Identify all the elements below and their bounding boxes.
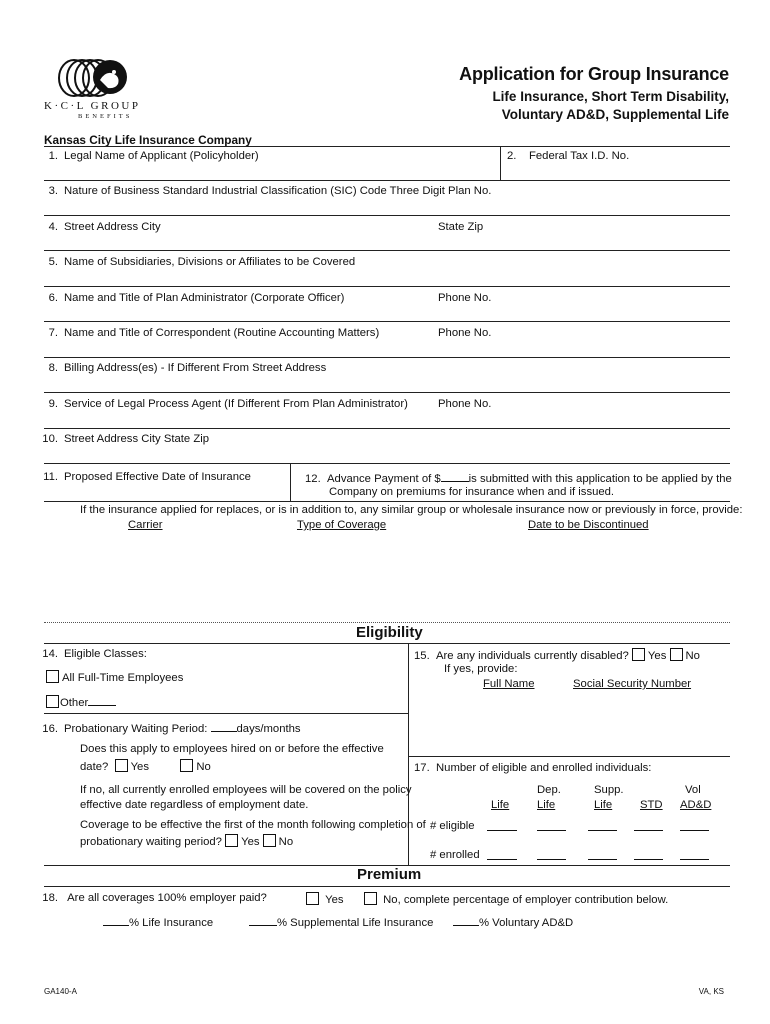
replacement-col-type: Type of Coverage bbox=[297, 519, 387, 531]
q16-cov-line2[interactable]: probationary waiting period? Yes No bbox=[80, 836, 294, 848]
replacement-col-carrier: Carrier bbox=[128, 519, 163, 531]
divider bbox=[290, 463, 291, 501]
other-checkbox[interactable] bbox=[46, 695, 59, 708]
option-other[interactable]: Other bbox=[46, 695, 116, 709]
page-subtitle-1: Life Insurance, Short Term Disability, bbox=[492, 89, 729, 104]
field-9-phone: Phone No. bbox=[438, 398, 492, 410]
pct-vol-blank[interactable] bbox=[453, 915, 479, 926]
divider bbox=[44, 286, 730, 287]
field-4-state-zip: State Zip bbox=[438, 221, 484, 233]
field-4-label[interactable]: 4. Street Address City bbox=[48, 221, 161, 233]
divider bbox=[44, 215, 730, 216]
eligible-life-blank[interactable] bbox=[487, 820, 517, 831]
divider bbox=[44, 643, 730, 644]
full-time-checkbox[interactable] bbox=[46, 670, 59, 683]
q18-label: 18. Are all coverages 100% employer paid? bbox=[42, 892, 267, 904]
pct-life[interactable]: % Life Insurance bbox=[103, 915, 213, 929]
pct-supp[interactable]: % Supplemental Life Insurance bbox=[249, 915, 433, 929]
q16-label[interactable]: 16. Probationary Waiting Period: days/months bbox=[42, 723, 301, 735]
q16-ifno-line1: If no, all currently enrolled employees will be covered on the policy bbox=[80, 784, 412, 796]
q15-no-checkbox[interactable] bbox=[670, 648, 683, 661]
enrolled-std-blank[interactable] bbox=[634, 849, 663, 860]
eligibility-heading: Eligibility bbox=[356, 624, 423, 641]
field-8-label[interactable]: 8. Billing Address(es) - If Different From Street Address bbox=[48, 362, 327, 374]
q17-header-life: Life bbox=[491, 799, 510, 811]
q16-apply-line1: Does this apply to employees hired on or before the effective bbox=[80, 743, 384, 755]
waiting-period-blank[interactable] bbox=[211, 721, 237, 732]
pct-life-blank[interactable] bbox=[103, 915, 129, 926]
enrolled-life-blank[interactable] bbox=[487, 849, 517, 860]
field-7-phone: Phone No. bbox=[438, 327, 492, 339]
q15-label[interactable]: 15. Are any individuals currently disabled? Yes No bbox=[414, 650, 700, 662]
q18-yes[interactable]: Yes bbox=[306, 892, 344, 906]
q15-yes-checkbox[interactable] bbox=[632, 648, 645, 661]
field-7-label[interactable]: 7. Name and Title of Correspondent (Routine Accounting Matters) bbox=[48, 327, 380, 339]
divider bbox=[44, 180, 730, 181]
enrolled-supp-blank[interactable] bbox=[588, 849, 617, 860]
q15-col-fullname: Full Name bbox=[483, 678, 535, 690]
q17-header-dep: Dep. bbox=[537, 784, 561, 796]
field-1-label[interactable]: 1. Legal Name of Applicant (Policyholder) bbox=[48, 150, 259, 162]
q17-header-dep-life: Life bbox=[537, 799, 556, 811]
q15-col-ssn: Social Security Number bbox=[573, 678, 692, 690]
divider bbox=[44, 250, 730, 251]
q17-header-supp: Supp. bbox=[594, 784, 624, 796]
kcl-logo-icon bbox=[54, 58, 154, 98]
field-9-label[interactable]: 9. Service of Legal Process Agent (If Different From Plan Administrator) bbox=[48, 398, 408, 410]
q14-label: 14. Eligible Classes: bbox=[42, 648, 147, 660]
q16-cov-line1: Coverage to be effective the first of the month following completion of bbox=[80, 819, 426, 831]
field-5-label[interactable]: 5. Name of Subsidiaries, Divisions or Affiliates to be Covered bbox=[48, 256, 356, 268]
q18-no-checkbox[interactable] bbox=[364, 892, 377, 905]
q17-label: 17. Number of eligible and enrolled individuals: bbox=[414, 762, 652, 774]
eligible-vol-blank[interactable] bbox=[680, 820, 709, 831]
q16-apply-yes-checkbox[interactable] bbox=[115, 759, 128, 772]
replacement-col-date: Date to be Discontinued bbox=[528, 519, 649, 531]
field-10-label[interactable]: 10. Street Address City State Zip bbox=[42, 433, 210, 445]
logo-subtext: BENEFITS bbox=[78, 113, 133, 120]
other-blank[interactable] bbox=[88, 695, 116, 706]
enrolled-vol-blank[interactable] bbox=[680, 849, 709, 860]
option-full-time[interactable]: All Full-Time Employees bbox=[46, 670, 183, 684]
q17-header-vol-add: AD&D bbox=[680, 799, 712, 811]
divider bbox=[44, 357, 730, 358]
q18-no[interactable]: No, complete percentage of employer contribution below. bbox=[364, 892, 668, 906]
pct-supp-blank[interactable] bbox=[249, 915, 277, 926]
field-3-label[interactable]: 3. Nature of Business Standard Industrial Classification (SIC) Code Three Digit Plan No. bbox=[48, 185, 492, 197]
field-2-label[interactable]: 2. Federal Tax I.D. No. bbox=[507, 150, 630, 162]
q16-ifno-line2: effective date regardless of employment date. bbox=[80, 799, 309, 811]
q16-apply-no-checkbox[interactable] bbox=[180, 759, 193, 772]
eligible-dep-blank[interactable] bbox=[537, 820, 566, 831]
page-title: Application for Group Insurance bbox=[459, 64, 729, 84]
replacement-text: If the insurance applied for replaces, or is in addition to, any similar group or wholesale insurance now or previously in force, provide: bbox=[80, 504, 743, 516]
divider bbox=[408, 756, 730, 757]
q16-apply-line2[interactable]: date? Yes No bbox=[80, 761, 211, 773]
q17-header-vol: Vol bbox=[685, 784, 701, 796]
divider bbox=[44, 713, 408, 714]
field-11-label[interactable]: 11. Proposed Effective Date of Insurance bbox=[43, 471, 251, 483]
q15-ifyes: If yes, provide: bbox=[444, 663, 518, 675]
page-subtitle-2: Voluntary AD&D, Supplemental Life bbox=[501, 107, 729, 122]
divider bbox=[44, 321, 730, 322]
q16-cov-yes-checkbox[interactable] bbox=[225, 834, 238, 847]
enrolled-dep-blank[interactable] bbox=[537, 849, 566, 860]
q17-row-enrolled: # enrolled bbox=[430, 849, 480, 861]
q17-header-std: STD bbox=[640, 799, 663, 811]
divider bbox=[44, 886, 730, 887]
advance-payment-blank[interactable] bbox=[441, 471, 469, 482]
form-number: GA140-A bbox=[44, 987, 77, 996]
q17-header-supp-life: Life bbox=[594, 799, 613, 811]
divider bbox=[44, 146, 730, 147]
divider bbox=[408, 643, 409, 865]
divider bbox=[44, 463, 730, 464]
divider bbox=[44, 622, 730, 623]
divider bbox=[500, 146, 501, 180]
q18-yes-checkbox[interactable] bbox=[306, 892, 319, 905]
q16-cov-no-checkbox[interactable] bbox=[263, 834, 276, 847]
divider bbox=[44, 428, 730, 429]
logo-text: K·C·L GROUP bbox=[44, 100, 141, 112]
field-12-label[interactable]: 12. Advance Payment of $ is submitted with this application to be applied by the bbox=[305, 473, 732, 485]
field-6-label[interactable]: 6. Name and Title of Plan Administrator (Corporate Officer) bbox=[48, 292, 345, 304]
premium-heading: Premium bbox=[357, 866, 422, 883]
field-12-label-line2: Company on premiums for insurance when and if issued. bbox=[329, 486, 615, 498]
company-name: Kansas City Life Insurance Company bbox=[44, 133, 252, 147]
field-6-phone: Phone No. bbox=[438, 292, 492, 304]
form-states: VA, KS bbox=[698, 987, 724, 996]
eligible-std-blank[interactable] bbox=[634, 820, 663, 831]
logo bbox=[44, 58, 144, 120]
pct-vol[interactable]: % Voluntary AD&D bbox=[453, 915, 573, 929]
eligible-supp-blank[interactable] bbox=[588, 820, 617, 831]
divider bbox=[44, 392, 730, 393]
divider bbox=[44, 501, 730, 502]
q17-row-eligible: # eligible bbox=[430, 820, 475, 832]
